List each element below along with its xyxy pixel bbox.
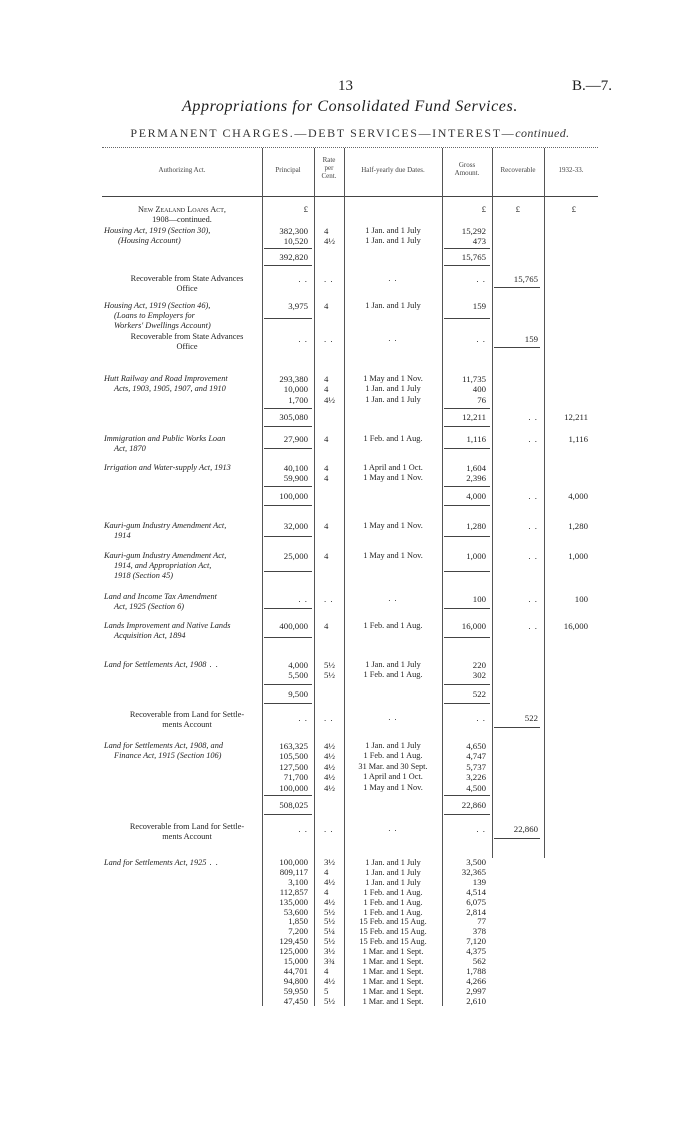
principal-cell: 3,975 [288,301,308,311]
principal-cell: 163,325 105,500 127,500 71,700 100,000 [279,741,308,793]
header-gross-amount: Gross Amount. [454,161,480,177]
unit-principal: £ [303,204,308,214]
recoverable-cell: 522 [524,713,538,723]
gross-total: 12,211 [462,412,486,422]
page-number: 13 [338,78,353,94]
subtotal-rule [264,795,312,796]
subtotal-rule [444,684,490,685]
subtotal-rule [444,248,490,249]
page-title: Appropriations for Consolidated Fund Services. [182,98,518,115]
due-dates-cell: 1 Jan. and 1 July 1 Jan. and 1 July 1 Jan. and 1 July 1 Feb. and 1 Aug. 1 Feb. and 1 Aug. 1 Feb. and 1 Aug. 15 Feb. and 15 Aug. 15 Feb. and 15 Aug. 15 Feb. and 15 Aug. 1 Mar. and 1 Sept. 1 Mar. and 1 Sept. 1 Mar. and 1 Sept. 1 Mar. and 1 Sept. 1 Mar. and 1 Sept. 1 Mar. and 1 Sept. [359,858,427,1006]
due-dates-cell: 1 Jan. and 1 July 1 Feb. and 1 Aug. 31 Mar. and 30 Sept. 1 April and 1 Oct. 1 May and 1 Nov. [358,741,428,792]
subtotal-rule [444,486,490,487]
gross-cell: 1,280 [466,521,486,531]
year-cell: 100 [574,594,588,604]
subtotal-rule [264,505,312,506]
subtotal-rule [444,608,490,609]
subtotal-rule [264,265,312,266]
due-dates-cell: 1 Jan. and 1 July 1 Feb. and 1 Aug. [363,660,423,680]
principal-cell: 40,100 59,900 [283,463,308,484]
column-divider [314,148,315,1006]
recoverable-label: Recoverable from State Advances Office [130,332,244,351]
gross-cell: 4,650 4,747 5,737 3,226 4,500 [466,741,486,793]
due-dates-cell: 1 April and 1 Oct. 1 May and 1 Nov. [363,463,423,483]
principal-total: 9,500 [288,689,308,699]
year-cell: 1,280 [568,521,588,531]
act-name: Land for Settlements Act, 1908, and Finance Act, 1915 (Section 106) [104,741,223,760]
year-cell: 16,000 [563,621,588,631]
subtotal-rule [264,408,312,409]
column-divider [262,148,263,1006]
gross-cell: 159 [472,301,486,311]
recoverable-label: Recoverable from Land for Settle- ments Account [129,822,245,841]
subtotal-rule [444,703,490,704]
column-divider [492,148,493,858]
gross-cell: 3,500 32,365 139 4,514 6,075 2,814 77 378 7,120 4,375 562 1,788 4,266 2,997 2,610 [461,857,486,1006]
subtotal-rule [444,536,490,537]
subtotal-rule [444,637,490,638]
header-principal: Principal [275,166,301,174]
gross-total: 22,860 [461,800,486,810]
subtotal-rule [494,838,540,839]
subtotal-rule [264,248,312,249]
rate-cell: 3½ 4 4½ 4 4½ 5½ 5½ 5¼ 5½ 3½ 3¾ 4 4½ 5 5½ [324,857,335,1006]
act-name: Land and Income Tax Amendment Act, 1925 (Section 6) [104,592,217,611]
gross-cell: 1,000 [466,551,486,561]
rate-cell: 4 4 [324,463,329,484]
subtotal-rule [264,536,312,537]
principal-total: 508,025 [279,800,308,810]
due-dates-cell: 1 Jan. and 1 July [365,301,421,310]
subtotal-rule [264,486,312,487]
unit-gross: £ [481,204,486,214]
subtotal-rule [444,814,490,815]
subtotal-rule [264,814,312,815]
subtotal-rule [264,637,312,638]
principal-cell: 27,900 [283,434,308,444]
subtotal-rule [494,287,540,288]
header-authorizing-act: Authorizing Act. [158,166,206,174]
unit-recoverable: £ [515,204,520,214]
subtotal-rule [444,448,490,449]
subtotal-rule [264,608,312,609]
rate-cell: 4 [324,621,329,631]
act-name: Land for Settlements Act, 1925 . . [104,858,219,867]
principal-cell: 4,000 5,500 [288,660,308,681]
recoverable-cell: 15,765 [513,274,538,284]
year-cell: 4,000 [568,491,588,501]
subtotal-rule [264,571,312,572]
header-year: 1932-33. [558,166,584,174]
due-dates-cell: 1 Jan. and 1 July 1 Jan. and 1 July [365,226,421,246]
gross-cell: 1,116 [466,434,486,444]
rate-cell: 4 4½ [324,226,335,247]
principal-cell: 400,000 [279,621,308,631]
subtotal-rule [264,426,312,427]
subtotal-rule [494,727,540,728]
section-subtitle: PERMANENT CHARGES.—DEBT SERVICES—INTEREST—continued. [130,126,570,140]
due-dates-cell: 1 Feb. and 1 Aug. [363,434,423,443]
unit-year: £ [571,204,576,214]
rate-cell: 4 [324,434,329,444]
year-cell: 1,000 [568,551,588,561]
principal-cell: 293,380 10,000 1,700 [279,374,308,405]
act-name: Hutt Railway and Road Improvement Acts, 1903, 1905, 1907, and 1910 [104,374,228,393]
gross-cell: 1,604 2,396 [466,463,486,484]
recoverable-label: Recoverable from State Advances Office [130,274,244,293]
gross-total: 522 [472,689,486,699]
act-name: Irrigation and Water-supply Act, 1913 [104,463,231,472]
header-bottom-rule [102,196,598,197]
act-name: Housing Act, 1919 (Section 46), (Loans to Employers for Workers' Dwellings Account) [104,301,211,330]
year-cell: 12,211 [564,412,588,422]
header-recoverable: Recoverable [500,166,536,174]
rate-cell: 4 [324,521,329,531]
act-heading: New Zealand Loans Act, 1908—continued. [138,205,226,224]
recoverable-cell: 22,860 [513,824,538,834]
subtotal-rule [264,448,312,449]
due-dates-cell: 1 May and 1 Nov. [363,521,423,530]
subtotal-rule [444,408,490,409]
rate-cell: 5½ 5½ [324,660,335,681]
header-due-dates: Half-yearly due Dates. [361,166,425,174]
principal-total: 305,080 [279,412,308,422]
year-cell: 1,116 [568,434,588,444]
principal-cell: 25,000 [283,551,308,561]
document-reference: B.—7. [572,78,613,94]
gross-cell: 100 [472,594,486,604]
rate-cell: 4 [324,551,329,561]
subtotal-rule [444,265,490,266]
column-divider [544,148,545,858]
act-name: Lands Improvement and Native Lands Acquisition Act, 1894 [104,621,231,640]
principal-cell: 100,000 809,117 3,100 112,857 135,000 53,600 1,850 7,200 129,450 125,000 15,000 44,701 94,800 59,950 47,450 [279,857,308,1006]
principal-cell: 32,000 [283,521,308,531]
act-name: Land for Settlements Act, 1908 . . [104,660,219,669]
act-name: Housing Act, 1919 (Section 30), (Housing Account) [104,226,211,245]
subtotal-rule [444,426,490,427]
gross-cell: 15,292 473 [461,226,486,247]
principal-total: 100,000 [279,491,308,501]
rate-cell: 4½ 4½ 4½ 4½ 4½ [324,741,335,793]
table-top-rule [102,147,598,148]
subtotal-rule [444,795,490,796]
header-rate: Rate per Cent. [321,156,337,180]
due-dates-cell: 1 Feb. and 1 Aug. [363,621,423,630]
principal-total: 392,820 [279,252,308,262]
subtotal-rule [264,684,312,685]
gross-total: 15,765 [461,252,486,262]
act-name: Immigration and Public Works Loan Act, 1870 [104,434,226,453]
subtotal-rule [444,571,490,572]
due-dates-cell: 1 May and 1 Nov. [363,551,423,560]
gross-cell: 220 302 [472,660,486,681]
subtotal-rule [264,703,312,704]
gross-cell: 11,735 400 76 [462,374,486,405]
rate-cell: 4 4 4½ [324,374,335,405]
subtotal-rule [444,505,490,506]
recoverable-label: Recoverable from Land for Settle- ments Account [129,710,245,729]
subtotal-rule [494,347,540,348]
recoverable-cell: 159 [524,334,538,344]
rate-cell: 4 [324,301,329,311]
gross-cell: 16,000 [461,621,486,631]
subtotal-rule [444,318,490,319]
act-name: Kauri-gum Industry Amendment Act, 1914, and Appropriation Act, 1918 (Section 45) [104,551,227,580]
act-name: Kauri-gum Industry Amendment Act, 1914 [104,521,227,540]
principal-cell: 382,300 10,520 [279,226,308,247]
due-dates-cell: 1 May and 1 Nov. 1 Jan. and 1 July 1 Jan. and 1 July [363,374,423,404]
gross-total: 4,000 [466,491,486,501]
document-page: 13 B.—7. Appropriations for Consolidated Fund Services. PERMANENT CHARGES.—DEBT SERVICES—INTEREST—continued. Authorizing Act. Principal Rate per Cent. Half-yearly due Dates. Gross Amount. Recoverable 1932-33. £ £ £ £ New Zealand Loans Act, 1908—continued. Housing Act, 1919 (Section 30), (Housing Account) 382,300 10,520 4 4½ 1 Jan. and 1 July 1 Jan. and 1 July 15,292 473 392,820 15,765 Recoverable from State Advances Office . . . . . . . . 15,765 Housing Act, 1919 (Section 46), (Loans to Employers for Workers' Dwellings Account) 3,975 4 1 Jan. and 1 July 159 Recoverable from State Advances Office . . . . . . . . 159 Hutt Railway and Road Improvement Acts, 1903, 1905, 1907, and 1910 293,380 10,000 1,700 4 4 4½ 1 May and 1 Nov. 1 Jan. and 1 July 1 Jan. and 1 July 11,735 400 76 305,080 12,211 . . 12,211 Immigration and Public Works Loan Act, 1870 27,900 4 1 Feb. and 1 Aug. 1,116 . . 1,116 Irrigation and Water-supply Act, 1913 40,100 59,900 4 4 1 April and 1 Oct. 1 May and 1 Nov. 1,604 2,396 100,000 4,000 . . 4,000 Kauri-gum Industry Amendment Act, 1914 32,000 4 1 May and 1 Nov. 1,280 . . 1,280 Kauri-gum Industry Amendment Act, 1914, and Appropriation Act, 1918 (Section 45) 25,000 4 1 May and 1 Nov. 1,000 . . 1,000 Land and Income Tax Amendment Act, 1925 (Section 6) . . . . . . 100 . . 100 Lands Improvement and Native Lands Acquisition Act, 1894 400,000 4 1 Feb. and 1 Aug. 16,000 . . 16,000 Land for Settlements Act, 1908 . . 4,000 5,500 5½ 5½ 1 Jan. and 1 July 1 Feb. and 1 Aug. 220 302 9,500 522 Recoverable from Land for Settle- ments Account . . . . . . . . 522 Land for Settlements Act, 1908, and Finance Act, 1915 (Section 106) 163,325 105,500 127,500 71,700 100,000 4½ 4½ 4½ 4½ 4½ 1 Jan. and 1 July 1 Feb. and 1 Aug. 31 Mar. and 30 Sept. 1 April and 1 Oct. 1 May and 1 Nov. 4,650 4,747 5,737 3,226 4,500 508,025 22,860 Recoverable from Land for Settle- ments Account . . . . . . . . 22,860 Land for Settlements Act, 1925 . . 100,000 809,117 3,100 112,857 135,000 53,600 1,850 7,200 129,450 125,000 15,000 44,701 94,800 59,950 47,450 3½ 4 4½ 4 4½ 5½ 5½ 5¼ 5½ 3½ 3¾ 4 4½ 5 5½ 1 Jan. and 1 July 1 Jan. and 1 July 1 Jan. and 1 July 1 Feb. and 1 Aug. 1 Feb. and 1 Aug. 1 Feb. and 1 Aug. 15 Feb. and 15 Aug. 15 Feb. and 15 Aug. 15 Feb. and 15 Aug. 1 Mar. and 1 Sept. 1 Mar. and 1 Sept. 1 Mar. and 1 Sept. 1 Mar. and 1 Sept. 1 Mar. and 1 Sept. 1 Mar. and 1 Sept. 3,500 32,365 139 4,514 6,075 2,814 77 378 7,120 4,375 562 1,788 4,266 2,997 2,610 [0,0,700,1126]
subtotal-rule [264,318,312,319]
